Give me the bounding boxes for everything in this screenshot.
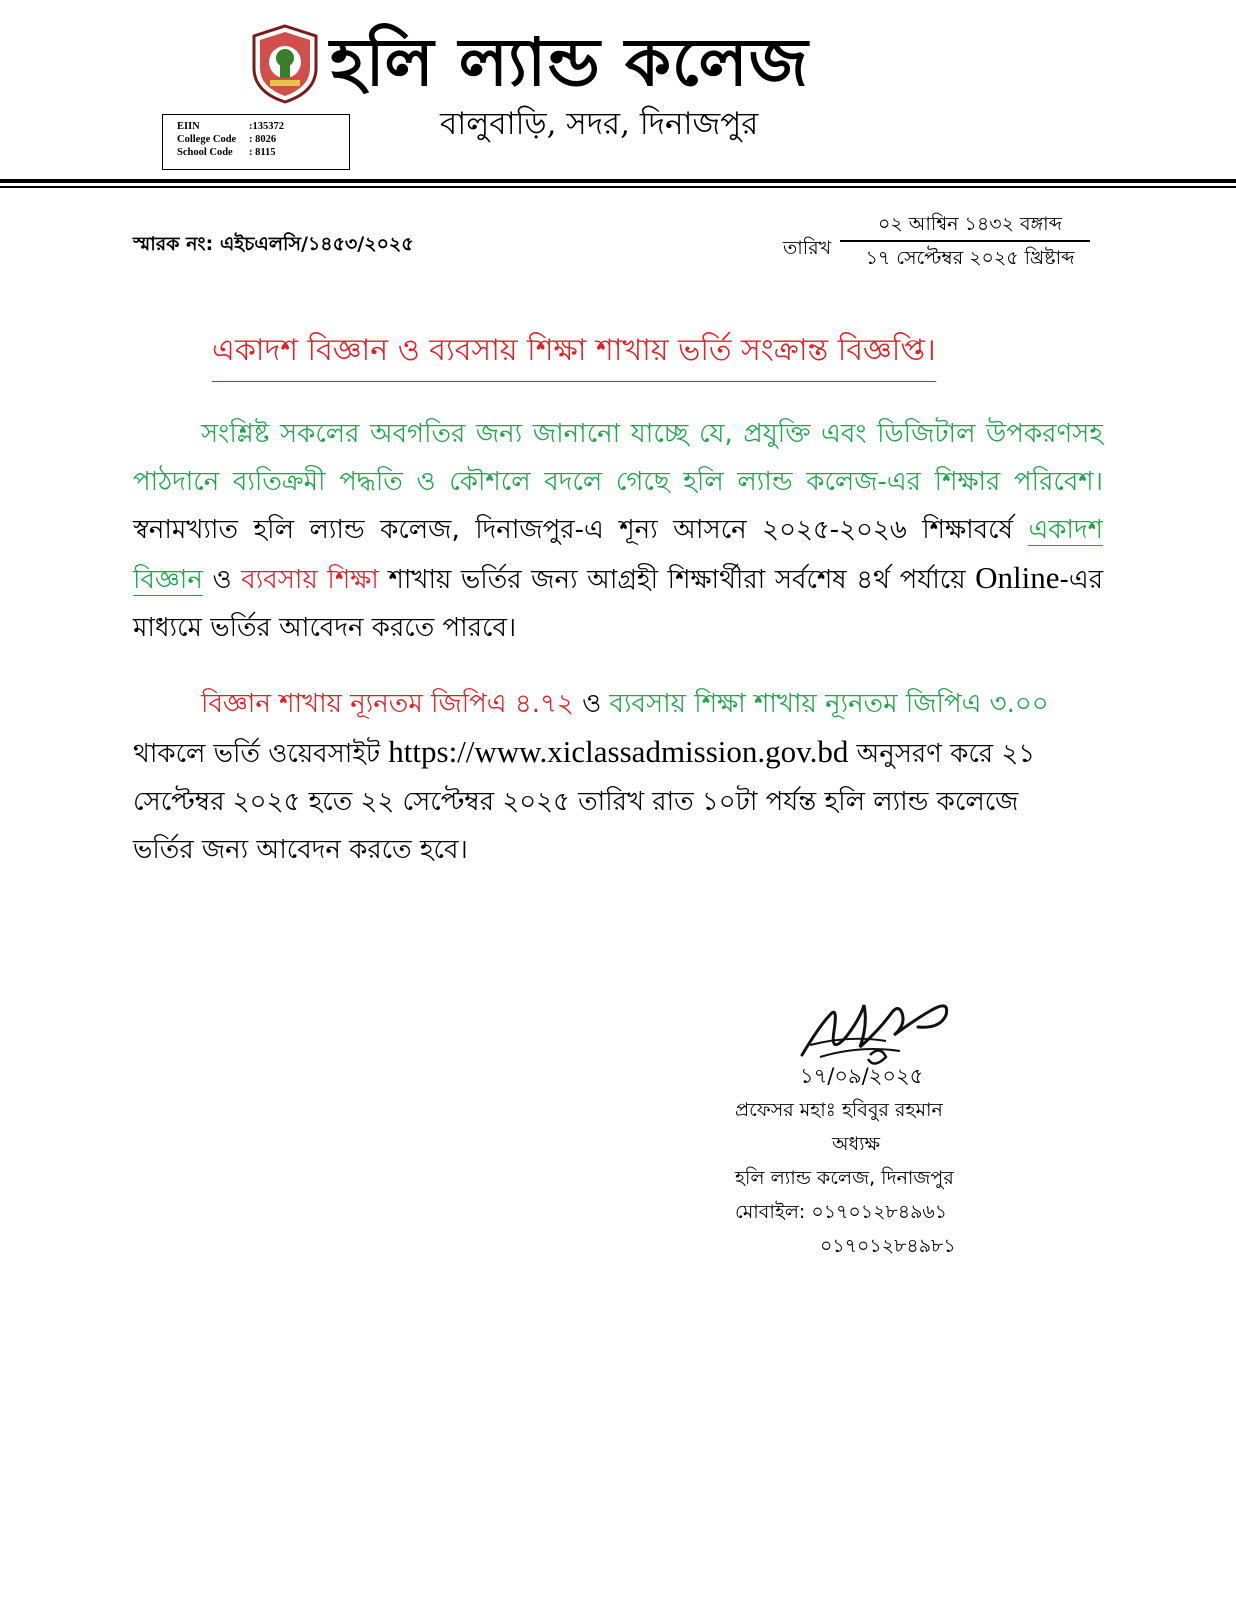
college-logo xyxy=(250,24,320,104)
code-value: : 8026 xyxy=(249,134,277,145)
para1-intro: সংশ্লিষ্ট সকলের অবগতির জন্য জানানো যাচ্ছে যে, প্রযুক্তি এবং ডিজিটাল উপকরণসহ পাঠদানে ব্যতিক্রমী পদ্ধতি ও কৌশলে বদলে গেছে হলি ল্যান্ড কলেজ-এর শিক্ষার পরিবেশ। xyxy=(133,419,1103,497)
date-label: তারিখ xyxy=(783,237,832,259)
code-label: School Code xyxy=(177,147,233,158)
science-stream: একাদশ বিজ্ঞান xyxy=(133,515,1103,595)
code-value: : 8115 xyxy=(249,147,276,158)
date-divider xyxy=(840,240,1090,242)
mobile-label: মোবাইল: xyxy=(735,1201,812,1223)
para1-text-b: শাখায় ভর্তির জন্য আগ্রহী শিক্ষার্থীরা সর্বশেষ ৪র্থ পর্যায়ে xyxy=(378,565,976,595)
code-label: EIIN xyxy=(177,121,200,132)
codes-box xyxy=(162,114,350,170)
business-gpa: ব্যবসায় শিক্ষা শাখায় ন্যূনতম জিপিএ ৩.০০ xyxy=(609,689,1049,719)
mobile-number-2: ০১৭০১২৮৪৯৮১ xyxy=(820,1235,956,1257)
memo-number: স্মারক নং: এইচএলসি/১৪৫৩/২০২৫ xyxy=(133,233,414,255)
signature-date: ১৭/০৯/২০২৫ xyxy=(800,1064,924,1088)
code-label: College Code xyxy=(177,134,237,145)
header-divider-thick xyxy=(0,179,1236,183)
science-gpa: বিজ্ঞান শাখায় ন্যূনতম জিপিএ ৪.৭২ xyxy=(201,689,574,719)
para1-text-c: -এর মাধ্যমে ভর্তির আবেদন করতে পারবে। xyxy=(133,565,1103,643)
college-code-row xyxy=(177,133,349,146)
college-address: বালুবাড়ি, সদর, দিনাজপুর xyxy=(440,106,759,142)
online-text: Online xyxy=(975,560,1060,595)
mobile-number-1: ০১৭০১২৮৪৯৬১ xyxy=(811,1201,948,1223)
notice-paragraph-1 xyxy=(133,410,1103,652)
school-code-row xyxy=(177,146,349,159)
para1-text-a: স্বনামখ্যাত হলি ল্যান্ড কলেজ, দিনাজপুর-এ শূন্য আসনে ২০২৫-২০২৬ শিক্ষাবর্ষে xyxy=(133,515,1029,545)
para1-and: ও xyxy=(202,565,242,595)
admission-url: https://www.xiclassadmission.gov.bd xyxy=(388,734,849,769)
date-bengali: ০২ আশ্বিন ১৪৩২ বঙ্গাব্দ xyxy=(877,213,1062,235)
signature-college: হলি ল্যান্ড কলেজ, দিনাজপুর xyxy=(735,1167,954,1189)
notice-paragraph-2 xyxy=(133,680,1073,874)
para2-text-b: অনুসরণ করে ২১ সেপ্টেম্বর ২০২৫ হতে ২২ সেপ্টেম্বর ২০২৫ তারিখ রাত ১০টা পর্যন্ত হলি ল্যান্ড কলেজে ভর্তির জন্য আবেদন করতে হবে। xyxy=(133,739,1036,865)
principal-name: প্রফেসর মহাঃ হবিবুর রহমান xyxy=(735,1099,943,1121)
code-value: :135372 xyxy=(249,121,284,132)
mobile-line xyxy=(735,1198,947,1230)
date-gregorian: ১৭ সেপ্টেম্বর ২০২৫ খ্রিষ্টাব্দ xyxy=(865,247,1075,269)
header-divider-thin xyxy=(0,186,1236,188)
eiin-row xyxy=(177,120,349,133)
para2-and: ও xyxy=(573,689,610,719)
notice-title: একাদশ বিজ্ঞান ও ব্যবসায় শিক্ষা শাখায় ভর্তি সংক্রান্ত বিজ্ঞপ্তি। xyxy=(212,326,936,382)
business-stream: ব্যবসায় শিক্ষা xyxy=(241,565,379,595)
para2-text-a: থাকলে ভর্তি ওয়েবসাইট xyxy=(133,739,389,769)
college-name: হলি ল্যান্ড কলেজ xyxy=(330,24,809,101)
principal-title: অধ্যক্ষ xyxy=(832,1133,881,1155)
